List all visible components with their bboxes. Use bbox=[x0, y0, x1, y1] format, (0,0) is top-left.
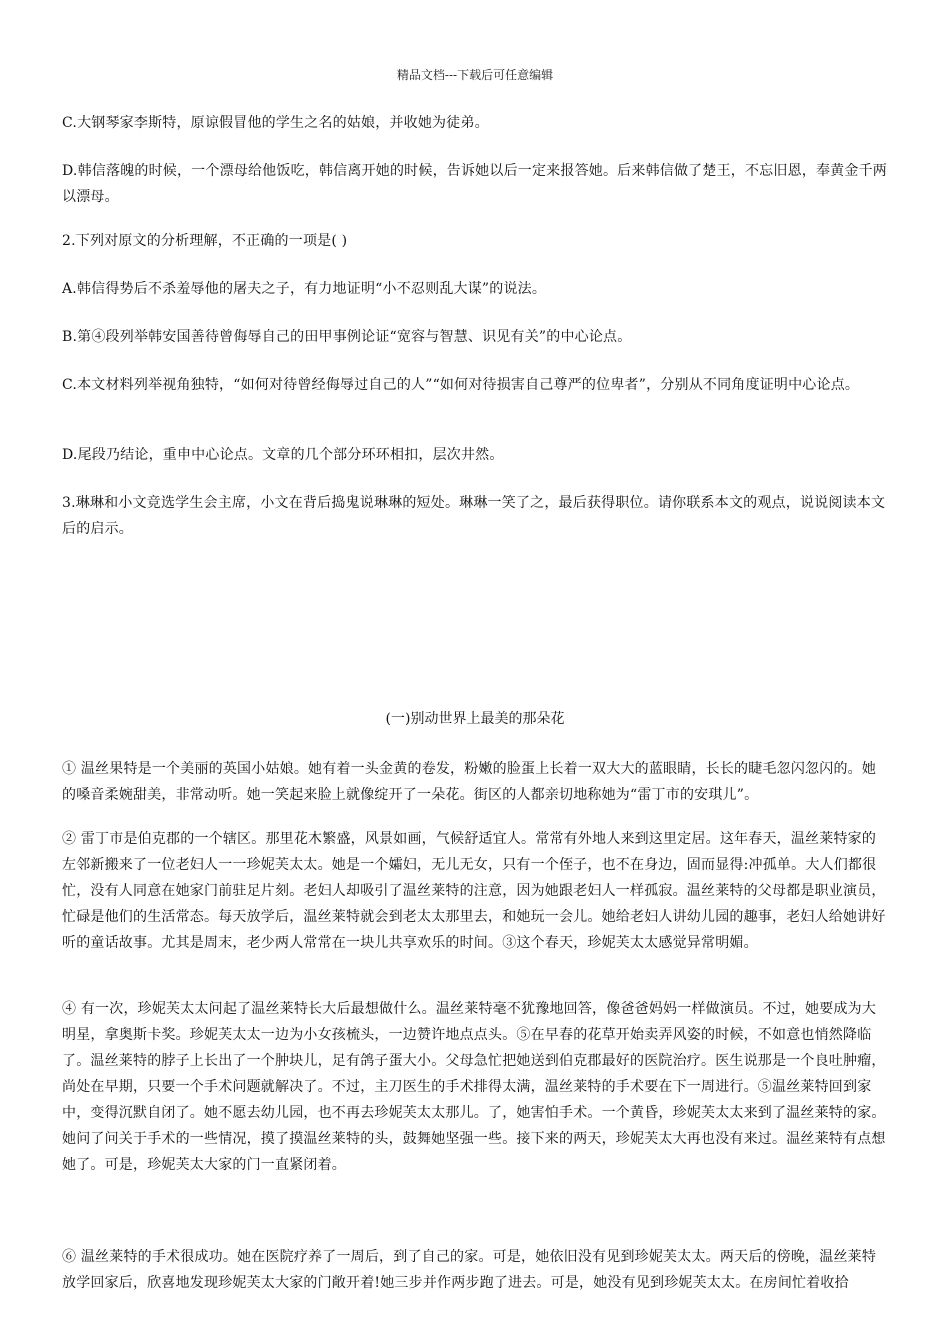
question-2: 2.下列对原文的分析理解，不正确的一项是( ) bbox=[62, 233, 348, 249]
option-c: C.大钢琴家李斯特，原谅假冒他的学生之名的姑娘，并收她为徒弟。 bbox=[62, 115, 489, 131]
option-d: D.韩信落魄的时候，一个漂母给他饭吃，韩信离开她的时候，告诉她以后一定来报答她。后来韩信做了楚王，不忘旧恩，奉黄金千两以漂母。 bbox=[62, 163, 887, 205]
story-title: (一)别动世界上最美的那朵花 bbox=[385, 711, 565, 727]
story-paragraph-4: ④ 有一次，珍妮芙太太问起了温丝莱特长大后最想做什么。温丝莱特毫不犹豫地回答，像爸爸妈妈一样做演员。不过，她要成为大明星，拿奥斯卡奖。珍妮芙太太一边为小女孩梳头，一边赞许地点点头。⑤在早春的花草开始卖弄风姿的时候，不如意也悄然降临了。温丝莱特的脖子上长出了一个肿块儿，足有鸽子蛋大小。父母急忙把她送到伯克郡最好的医院治疗。医生说那是一个良吐肿瘤，尚处在早期，只要一个手术问题就解决了。不过，主刀医生的手术排得太满，温丝莱特的手术要在下一周进行。⑤温丝莱特回到家中，变得沉默自闭了。她不愿去幼儿园，也不再去珍妮芙太太那儿。了，她害怕手术。一个黄昏，珍妮芙太太来到了温丝莱特的家。她问了问关于手术的一些情况，摸了摸温丝莱特的头，鼓舞她坚强一些。接下来的两天，珍妮芙太大再也没有来过。温丝莱特有点想她了。可是，珍妮芙太大家的门一直紧闭着。 bbox=[62, 1001, 886, 1173]
story-paragraph-6: ⑥ 温丝莱特的手术很成功。她在医院疗养了一周后，到了自己的家。可是，她依旧没有见到珍妮芙太太。两天后的傍晚，温丝莱特放学回家后，欣喜地发现珍妮芙太大家的门敞开着!她三步并作两步跑了进去。可是，她没有见到珍妮芙太太。在房间忙着收拾 bbox=[62, 1249, 877, 1291]
page-header: 精品文档---下载后可任意编辑 bbox=[396, 68, 554, 82]
question-2-option-d: D.尾段乃结论，重申中心论点。文章的几个部分环环相扣，层次井然。 bbox=[62, 447, 504, 463]
story-paragraph-2: ② 雷丁市是伯克郡的一个辖区。那里花木繁盛，风景如画，气候舒适宜人。常常有外地人来到这里定居。这年春天，温丝莱特家的左邻新搬来了一位老妇人一一珍妮芙太太。她是一个孀妇，无儿无女，只有一个侄子，也不在身边，固而显得:冲孤单。大人们都很忙，没有人同意在她家门前驻足片刻。老妇人却吸引了温丝莱特的注意，因为她跟老妇人一样孤寂。温丝莱特的父母都是职业演员，忙碌是他们的生活常态。每天放学后，温丝莱特就会到老太太那里去，和她玩一会儿。她给老妇人讲幼儿园的趣事，老妇人给她讲好听的童话故事。尤其是周末，老少两人常常在一块儿共享欢乐的时间。③这个春天，珍妮芙太太感觉异常明媚。 bbox=[62, 831, 886, 951]
question-3: 3.琳琳和小文竞选学生会主席，小文在背后捣鬼说琳琳的短处。琳琳一笑了之，最后获得职位。请你联系本文的观点，说说阅读本文后的启示。 bbox=[62, 495, 886, 537]
question-2-option-b: B.第④段列举韩安国善待曾侮辱自己的田甲事例论证“宽容与智慧、识见有关”的中心论点。 bbox=[62, 329, 632, 345]
question-2-option-a: A.韩信得势后不杀羞辱他的屠夫之子，有力地证明“小不忍则乱大谋”的说法。 bbox=[62, 281, 547, 297]
question-2-option-c: C.本文材料列举视角独特，“如何对待曾经侮辱过自己的人”“如何对待损害自己尊严的位卑者”，分别从不同角度证明中心论点。 bbox=[62, 377, 860, 393]
story-paragraph-1: ① 温丝果特是一个美丽的英国小姑娘。她有着一头金黄的卷发，粉嫩的脸蛋上长着一双大大的蓝眼睛，长长的睫毛忽闪忽闪的。她的嗓音柔婉甜美，非常动听。她一笑起来脸上就像绽开了一朵花。街区的人都亲切地称她为“雷丁市的安琪儿”。 bbox=[62, 761, 877, 803]
